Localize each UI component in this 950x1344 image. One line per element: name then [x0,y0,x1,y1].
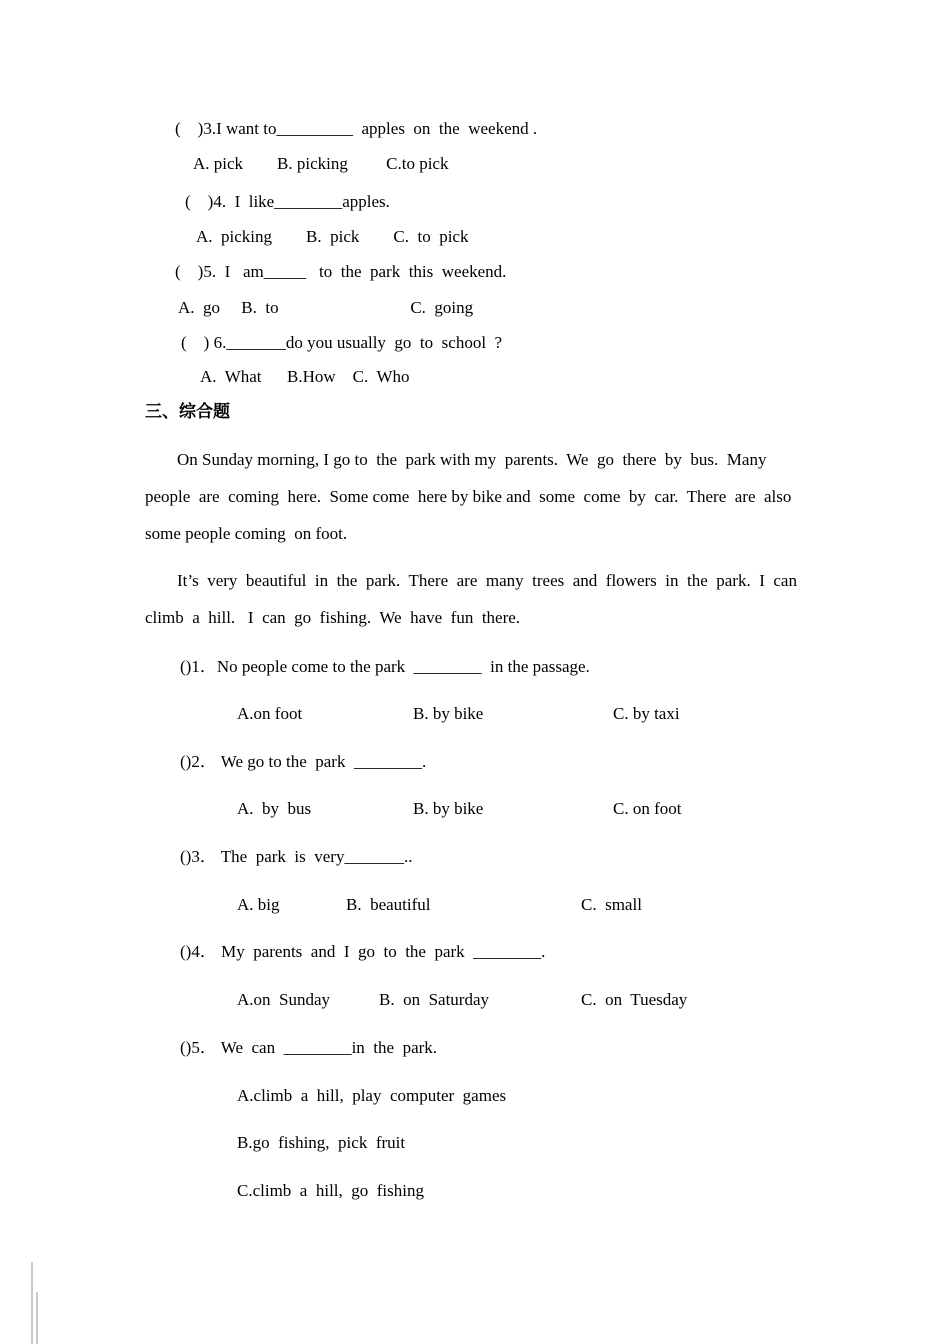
passage-line: On Sunday morning, I go to the park with my parents. We go there by bus. Many [177,450,767,469]
question-4-line: ( )4. I like________apples. [185,192,390,211]
page-edge-artifact [31,1262,33,1344]
q5-option-b: B.go fishing, pick fruit [237,1133,406,1152]
q5-option-c: C.climb a hill, go fishing [237,1181,424,1200]
q4-options-row [0,989,950,1011]
question-6-options: A. What B.How C. Who [200,367,410,386]
page-edge-artifact [36,1292,38,1344]
passage-line: people are coming here. Some come here by bike and some come by car. There are also [145,487,792,506]
question-4-options: A. picking B. pick C. to pick [196,227,469,246]
q3-option-b: B. beautiful [346,895,431,914]
question-3-options: A. pick B. picking C.to pick [193,154,449,173]
question-5-options: A. go B. to C. going [178,298,474,317]
question-6-line: ( ) 6._______do you usually go to school ? [181,333,503,352]
q2-options-row [0,798,950,820]
passage-line: some people coming on foot. [145,524,348,543]
q2-option-a: A. by bus [237,799,312,818]
q4-option-c: C. on Tuesday [581,990,688,1009]
section-heading: 三、综合题 [145,402,230,421]
passage-line: climb a hill. I can go fishing. We have fun there. [145,608,521,627]
question-3-line: ( )3.I want to_________ apples on the weekend . [175,119,538,138]
q4-option-b: B. on Saturday [379,990,490,1009]
comprehension-q3: ()3． The park is very_______.. [180,847,413,866]
q4-option-a: A.on Sunday [237,990,331,1009]
q1-option-c: C. by taxi [613,704,680,723]
comprehension-q4: ()4． My parents and I go to the park ________. [180,942,546,961]
q2-option-b: B. by bike [413,799,484,818]
comprehension-q1: ()1．No people come to the park ________ in the passage. [180,657,590,676]
passage-line: It’s very beautiful in the park. There are many trees and flowers in the park. I can [177,571,797,590]
question-5-line: ( )5. I am_____ to the park this weekend. [175,262,507,281]
comprehension-q2: ()2． We go to the park ________. [180,752,427,771]
q3-options-row [0,894,950,916]
comprehension-q5: ()5． We can ________in the park. [180,1038,438,1057]
q5-option-a: A.climb a hill, play computer games [237,1086,507,1105]
q2-option-c: C. on foot [613,799,682,818]
q3-option-c: C. small [581,895,642,914]
q1-option-b: B. by bike [413,704,484,723]
q1-options-row [0,703,950,725]
q1-option-a: A.on foot [237,704,303,723]
q3-option-a: A. big [237,895,280,914]
